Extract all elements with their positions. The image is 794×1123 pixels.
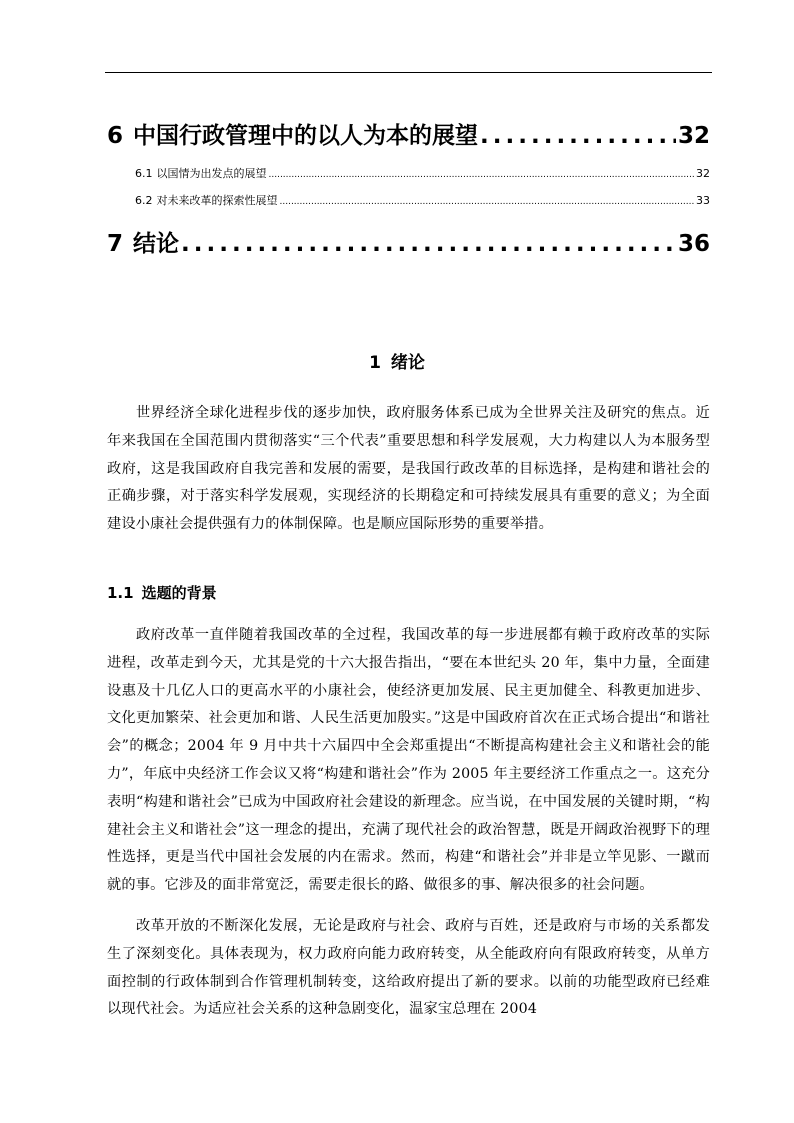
section-title: 选题的背景 <box>141 584 217 602</box>
toc-entry-page: 32 <box>696 167 710 180</box>
chapter-intro-paragraph: 世界经济全球化进程步伐的逐步加快，政府服务体系已成为全世界关注及研究的焦点。近年来我国在全国范围内贯彻落实“三个代表”重要思想和科学发展观，大力构建以人为本服务型政府，这是我国政府自我完善和发展的需要，是我国行政改革的目标选择，是构建和谐社会的正确步骤，对于落实科学发展观，实现经济的长期稳定和可持续发展具有重要的意义；为全面建设小康社会提供强有力的体制保障。也是顺应国际形势的重要举措。 <box>107 405 710 533</box>
toc-entry-title: 以国情为出发点的展望 <box>156 167 267 180</box>
toc-entry-page: 33 <box>696 194 710 207</box>
section-heading <box>107 582 217 603</box>
toc-entry-title: 结论 <box>133 231 180 257</box>
toc-leader-dots <box>280 197 695 207</box>
toc-entry-number: 7 <box>107 231 124 257</box>
toc-entry-number: 6 <box>107 123 124 149</box>
toc-entry-title: 对未来改革的探索性展望 <box>156 194 278 207</box>
toc-leader-dots <box>269 170 695 180</box>
body-paragraph: 政府改革一直伴随着我国改革的全过程，我国改革的每一步进展都有赖于政府改革的实际进程，改革走到今天，尤其是党的十六大报告指出，“要在本世纪头 20 年，集中力量，全面建设惠及十几亿人口的更高水平的小康社会，使经济更加发展、民主更加健全、科教更加进步、文化更加繁荣、社会更加和谐、人民生活更加殷实。”这是中国政府首次在正式场合提出“和谐社会”的概念；2004 年 9 月中共十六届四中全会郑重提出“不断提高构建社会主义和谐社会的能力”，年底中央经济工作会议又将“构建和谐社会”作为 2005 年主要经济工作重点之一。这充分表明“构建和谐社会”已成为中国政府社会建设的新理念。应当说，在中国发展的关键时期，“构建社会主义和谐社会”这一理念的提出，充满了现代社会的政治智慧，既是开阔政治视野下的理性选择，更是当代中国社会发展的内在需求。然而，构建“和谐社会”并非是立竿见影、一蹴而就的事。它涉及的面非常宽泛，需要走很长的路、做很多的事、解决很多的社会问题。 <box>107 627 710 894</box>
toc-entry-number: 6.1 <box>135 167 153 180</box>
chapter-number: 1 <box>369 353 381 373</box>
toc-leader-dots <box>181 231 676 257</box>
toc-entry-chapter-6[interactable] <box>107 117 710 150</box>
chapter-heading <box>0 348 794 373</box>
toc-entry-6-1[interactable] <box>135 165 710 181</box>
header-rule <box>105 72 712 73</box>
toc-entry-6-2[interactable] <box>135 192 710 208</box>
chapter-title: 绪论 <box>390 353 425 373</box>
toc-entry-number: 6.2 <box>135 194 153 207</box>
body-paragraph: 改革开放的不断深化发展，无论是政府与社会、政府与百姓，还是政府与市场的关系都发生了深刻变化。具体表现为，权力政府向能力政府转变，从全能政府向有限政府转变，从单方面控制的行政体制到合作管理机制转变，这给政府提出了新的要求。以前的功能型政府已经难以现代社会。为适应社会关系的这种急剧变化，温家宝总理在 2004 <box>107 918 710 1018</box>
toc-entry-page: 32 <box>677 123 710 149</box>
toc-entry-title: 中国行政管理中的以人为本的展望 <box>133 123 479 149</box>
toc-leader-dots <box>480 123 676 149</box>
toc-entry-page: 36 <box>677 231 710 257</box>
toc-entry-chapter-7[interactable] <box>107 225 710 258</box>
section-number: 1.1 <box>107 584 134 602</box>
